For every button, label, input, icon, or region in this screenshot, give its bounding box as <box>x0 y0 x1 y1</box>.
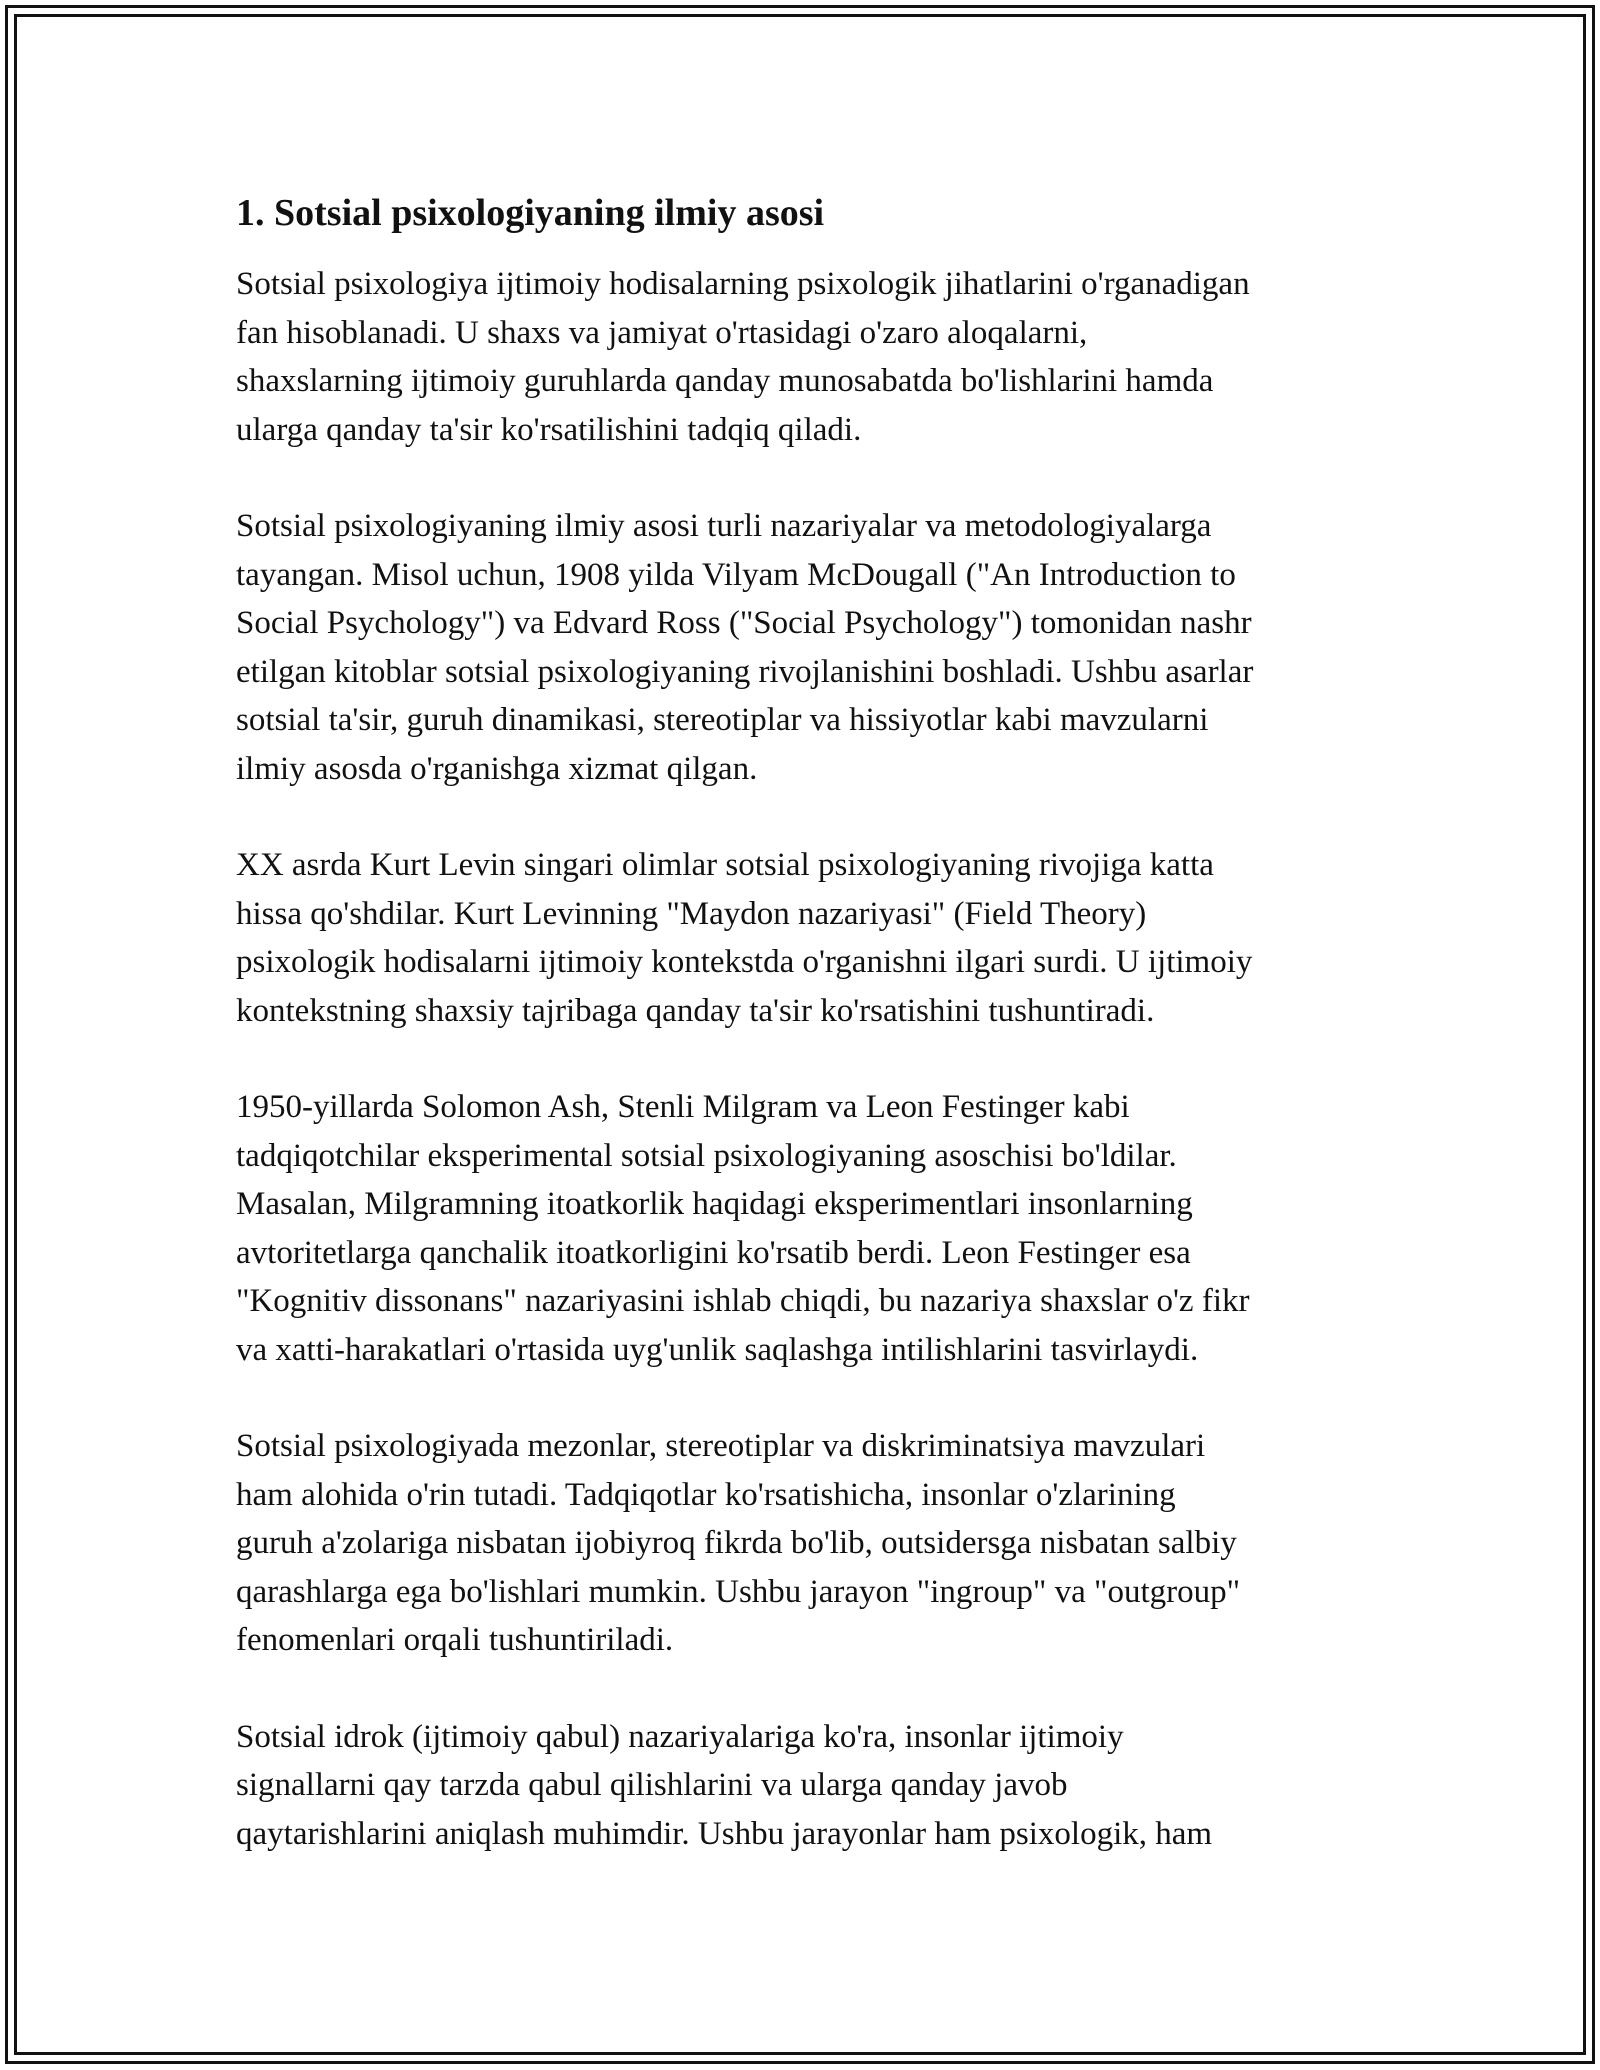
text-line: etilgan kitoblar sotsial psixologiyaning rivojlanishini boshladi. Ushbu asarlar <box>236 653 1254 690</box>
text-line: Sotsial idrok (ijtimoiy qabul) nazariyalariga ko'ra, insonlar ijtimoiy <box>236 1718 1124 1755</box>
paragraph <box>236 502 1376 793</box>
text-line: avtoritetlarga qanchalik itoatkorligini ko'rsatib berdi. Leon Festinger esa <box>236 1234 1191 1271</box>
text-line: ularga qanday ta'sir ko'rsatilishini tadqiq qiladi. <box>236 411 862 448</box>
text-line: qaytarishlarini aniqlash muhimdir. Ushbu jarayonlar ham psixologik, ham <box>236 1815 1213 1852</box>
text-line: sotsial ta'sir, guruh dinamikasi, stereotiplar va hissiyotlar kabi mavzularni <box>236 702 1209 738</box>
section-heading: 1. Sotsial psixologiyaning ilmiy asosi <box>236 192 825 234</box>
paragraph <box>236 1083 1376 1374</box>
text-line: Masalan, Milgramning itoatkorlik haqidagi eksperimentlari insonlarning <box>236 1186 1193 1222</box>
text-line: ham alohida o'rin tutadi. Tadqiqotlar ko'rsatishicha, insonlar o'zlarining <box>236 1476 1176 1513</box>
paragraph <box>236 260 1376 454</box>
text-line: qarashlarga ega bo'lishlari mumkin. Ushbu jarayon "ingroup" va "outgroup" <box>236 1573 1241 1610</box>
text-line: Social Psychology") va Edvard Ross ("Social Psychology") tomonidan nashr <box>236 605 1252 641</box>
text-line: tadqiqotchilar eksperimental sotsial psixologiyaning asoschisi bo'ldilar. <box>236 1137 1177 1174</box>
text-line: "Kognitiv dissonans" nazariyasini ishlab chiqdi, bu nazariya shaxslar o'z fikr <box>236 1283 1250 1319</box>
text-line: kontekstning shaxsiy tajribaga qanday ta'sir ko'rsatishini tushuntiradi. <box>236 992 1155 1029</box>
text-line: tayangan. Misol uchun, 1908 yilda Vilyam McDougall ("An Introduction to <box>236 556 1236 593</box>
text-line: guruh a'zolariga nisbatan ijobiyroq fikrda bo'lib, outsidersga nisbatan salbiy <box>236 1525 1237 1561</box>
text-line: fan hisoblanadi. U shaxs va jamiyat o'rtasidagi o'zaro aloqalarni, <box>236 314 1088 351</box>
text-line: va xatti-harakatlari o'rtasida uyg'unlik saqlashga intilishlarini tasvirlaydi. <box>236 1331 1199 1368</box>
paragraph <box>236 841 1376 1035</box>
text-line: XX asrda Kurt Levin singari olimlar sotsial psixologiyaning rivojiga katta <box>236 847 1214 883</box>
text-line: Sotsial psixologiyaning ilmiy asosi turli nazariyalar va metodologiyalarga <box>236 508 1212 544</box>
paragraph <box>236 1713 1376 1859</box>
text-line: signallarni qay tarzda qabul qilishlarini va ularga qanday javob <box>236 1767 1068 1803</box>
text-line: ilmiy asosda o'rganishga xizmat qilgan. <box>236 750 758 787</box>
paragraph <box>236 1422 1376 1665</box>
text-line: shaxslarning ijtimoiy guruhlarda qanday munosabatda bo'lishlarini hamda <box>236 363 1214 399</box>
text-line: Sotsial psixologiyada mezonlar, stereotiplar va diskriminatsiya mavzulari <box>236 1428 1206 1464</box>
text-line: 1950-yillarda Solomon Ash, Stenli Milgram va Leon Festinger kabi <box>236 1089 1130 1125</box>
text-line: hissa qo'shdilar. Kurt Levinning "Maydon nazariyasi" (Field Theory) <box>236 895 1147 932</box>
text-line: fenomenlari orqali tushuntiriladi. <box>236 1622 674 1658</box>
document-body <box>236 184 1376 1906</box>
text-line: Sotsial psixologiya ijtimoiy hodisalarning psixologik jihatlarini o'rganadigan <box>236 266 1250 302</box>
text-line: psixologik hodisalarni ijtimoiy kontekstda o'rganishni ilgari surdi. U ijtimoiy <box>236 944 1253 980</box>
